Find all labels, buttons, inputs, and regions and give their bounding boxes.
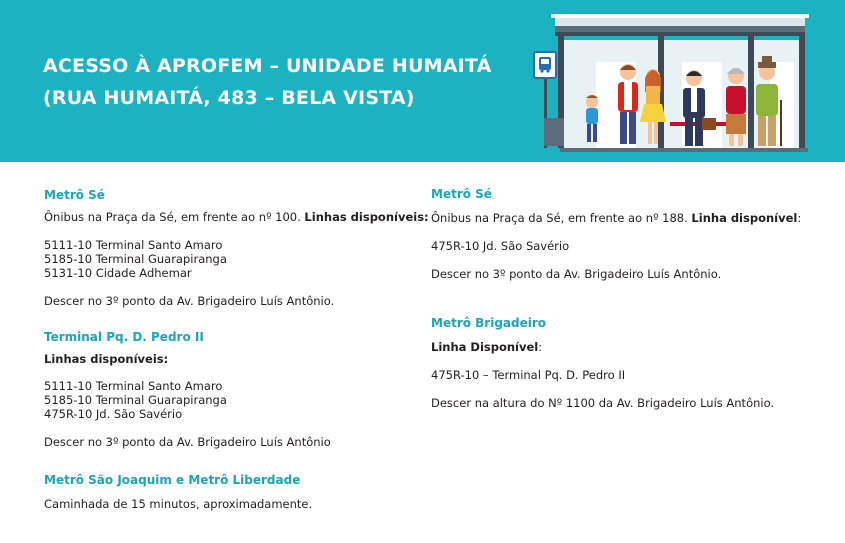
left-section-metro-se-lines: [44, 238, 227, 280]
bus-shelter-illustration: [520, 0, 840, 162]
left-section-terminal-descer: Descer no 3º ponto da Av. Brigadeiro Luís Antônio: [44, 435, 331, 449]
right-section-brigadeiro-heading: Metrô Brigadeiro: [431, 316, 547, 330]
list-item: 5185-10 Terminal Guarapiranga: [44, 252, 227, 266]
right-section-brigadeiro-label: Linha Disponível:: [431, 340, 543, 354]
list-item: 5131-10 Cidade Adhemar: [44, 266, 192, 280]
right-section-metro-se-descer: Descer no 3º ponto da Av. Brigadeiro Luís Antônio.: [431, 267, 722, 281]
left-section-sao-joaquim-text: Caminhada de 15 minutos, aproximadamente.: [44, 497, 313, 511]
left-section-terminal-lines: [44, 379, 227, 421]
left-section-metro-se-heading: Metrô Sé: [44, 188, 105, 202]
left-section-metro-se-descer: Descer no 3º ponto da Av. Brigadeiro Luís Antônio.: [44, 294, 335, 308]
left-section-terminal-heading: Terminal Pq. D. Pedro II: [44, 330, 204, 344]
header-banner: [0, 0, 845, 162]
right-section-metro-se-heading: Metrô Sé: [431, 187, 492, 201]
list-item: 5111-10 Terminal Santo Amaro: [44, 379, 223, 393]
page-title: ACESSO À APROFEM – UNIDADE HUMAITÁ: [43, 55, 492, 77]
left-section-sao-joaquim-heading: Metrô São Joaquim e Metrô Liberdade: [44, 473, 301, 487]
left-section-metro-se-text: Ônibus na Praça da Sé, em frente ao nº 100. Linhas disponíveis:: [44, 210, 429, 224]
list-item: 475R-10 Jd. São Savério: [44, 407, 183, 421]
right-section-brigadeiro-line: 475R-10 – Terminal Pq. D. Pedro II: [431, 368, 626, 382]
list-item: 5185-10 Terminal Guarapiranga: [44, 393, 227, 407]
right-section-metro-se-text: Ônibus na Praça da Sé, em frente ao nº 188. Linha disponível:: [431, 211, 802, 225]
right-section-metro-se-line: 475R-10 Jd. São Savério: [431, 239, 570, 253]
list-item: 5111-10 Terminal Santo Amaro: [44, 238, 223, 252]
right-section-brigadeiro-descer: Descer na altura do Nº 1100 da Av. Brigadeiro Luís Antônio.: [431, 396, 775, 410]
left-section-terminal-label: Linhas disponíveis:: [44, 352, 169, 366]
page-subtitle-address: (RUA HUMAITÁ, 483 – BELA VISTA): [43, 87, 415, 109]
